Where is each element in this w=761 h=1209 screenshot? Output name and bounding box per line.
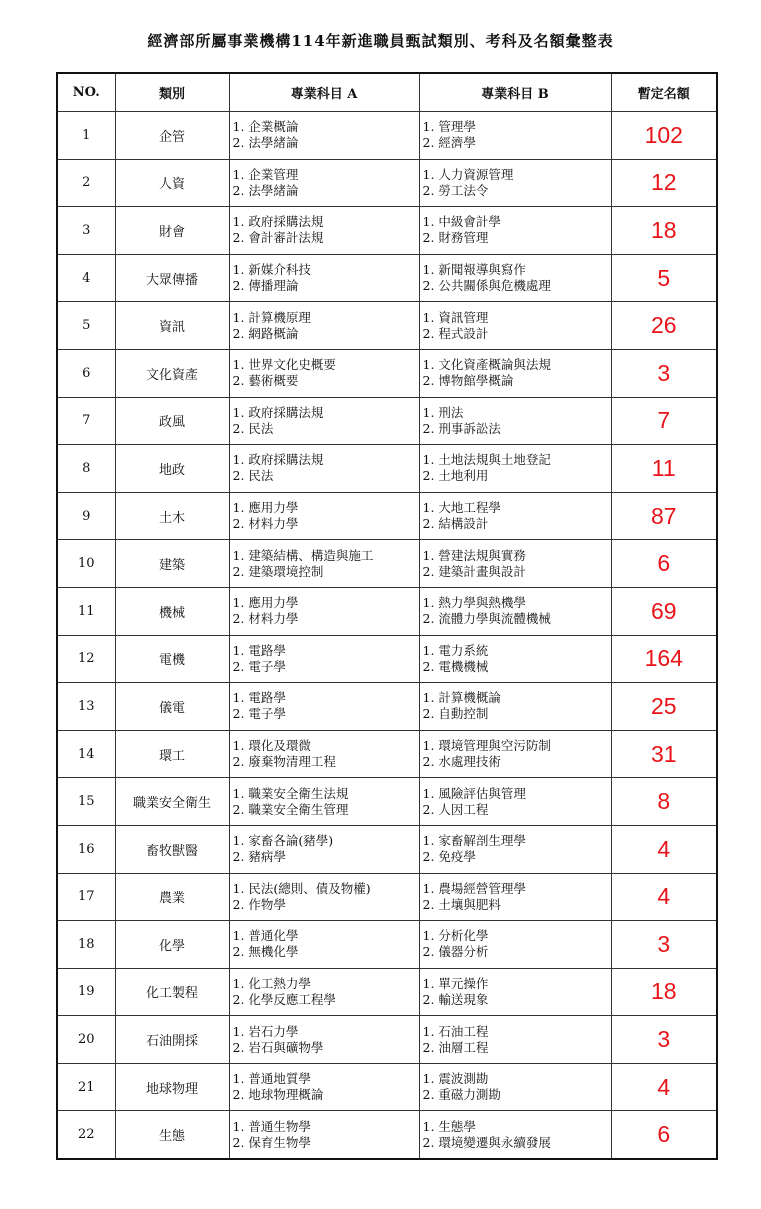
row-subject-b (419, 778, 611, 826)
subject-a-line-2: 2. 岩石與礦物學 (232, 1039, 324, 1055)
subject-a-line-2: 2. 民法 (232, 420, 274, 436)
table-row (57, 540, 717, 588)
subject-b-line-1: 1. 家畜解剖生理學 (422, 833, 526, 849)
subject-a-line-1: 1. 計算機原理 (232, 309, 311, 325)
row-subject-b (419, 587, 611, 635)
subject-b-line-2: 2. 流體力學與流體機械 (422, 611, 551, 627)
row-category: 化學 (115, 921, 229, 969)
row-quota: 4 (611, 825, 717, 873)
subject-a-line-1: 1. 普通化學 (232, 928, 299, 944)
table-row (57, 302, 717, 350)
row-category: 政風 (115, 397, 229, 445)
row-subject-b (419, 112, 611, 160)
row-subject-a (229, 1016, 419, 1064)
subject-a-line-2: 2. 法學緒論 (232, 135, 299, 151)
subject-a-line-1: 1. 新媒介科技 (232, 262, 311, 278)
subject-a-line-2: 2. 電子學 (232, 706, 286, 722)
row-quota: 3 (611, 1016, 717, 1064)
row-subject-b (419, 397, 611, 445)
row-subject-b (419, 730, 611, 778)
row-category: 人資 (115, 159, 229, 207)
subject-a-line-2: 2. 民法 (232, 468, 274, 484)
subject-b-line-1: 1. 農場經營管理學 (422, 880, 526, 896)
subject-a-line-2: 2. 化學反應工程學 (232, 991, 336, 1007)
table-row (57, 207, 717, 255)
subject-b-line-2: 2. 土地利用 (422, 468, 489, 484)
row-subject-b (419, 635, 611, 683)
row-category: 機械 (115, 587, 229, 635)
row-quota: 69 (611, 587, 717, 635)
row-number: 7 (57, 397, 115, 445)
subject-b-line-2: 2. 博物館學概論 (422, 373, 514, 389)
subject-a-line-2: 2. 材料力學 (232, 611, 299, 627)
row-number: 14 (57, 730, 115, 778)
row-number: 17 (57, 873, 115, 921)
subject-a-line-2: 2. 傳播理論 (232, 278, 299, 294)
row-category: 地球物理 (115, 1063, 229, 1111)
subject-b-line-2: 2. 電機機械 (422, 658, 489, 674)
row-quota: 4 (611, 873, 717, 921)
row-subject-a (229, 112, 419, 160)
subject-a-line-1: 1. 家畜各論(豬學) (232, 833, 334, 849)
row-subject-a (229, 540, 419, 588)
row-category: 財會 (115, 207, 229, 255)
row-number: 3 (57, 207, 115, 255)
subject-a-line-2: 2. 電子學 (232, 658, 286, 674)
subject-b-line-1: 1. 管理學 (422, 119, 476, 135)
subject-a-line-1: 1. 電路學 (232, 690, 286, 706)
subject-a-line-2: 2. 網路概論 (232, 325, 299, 341)
table-row (57, 825, 717, 873)
subject-b-line-2: 2. 油層工程 (422, 1039, 489, 1055)
table-row (57, 635, 717, 683)
header-subject-b: 專業科目 B (419, 73, 611, 112)
row-subject-a (229, 635, 419, 683)
subject-b-line-1: 1. 計算機概論 (422, 690, 501, 706)
row-category: 土木 (115, 492, 229, 540)
table-header-row (57, 73, 717, 112)
row-number: 12 (57, 635, 115, 683)
row-quota: 31 (611, 730, 717, 778)
subject-a-line-2: 2. 會計審計法規 (232, 230, 324, 246)
subject-a-line-2: 2. 法學緒論 (232, 182, 299, 198)
table-row (57, 587, 717, 635)
row-quota: 11 (611, 445, 717, 493)
row-subject-a (229, 1063, 419, 1111)
subject-a-line-1: 1. 企業概論 (232, 119, 299, 135)
table-body (57, 112, 717, 1159)
subject-a-line-2: 2. 作物學 (232, 896, 286, 912)
table-row (57, 112, 717, 160)
subject-b-line-2: 2. 公共關係與危機處理 (422, 278, 551, 294)
table-row (57, 1016, 717, 1064)
row-subject-a (229, 302, 419, 350)
row-subject-b (419, 825, 611, 873)
row-quota: 6 (611, 540, 717, 588)
row-category: 職業安全衛生 (115, 778, 229, 826)
subject-b-line-2: 2. 儀器分析 (422, 944, 489, 960)
subject-b-line-1: 1. 分析化學 (422, 928, 489, 944)
row-number: 22 (57, 1111, 115, 1159)
row-subject-a (229, 730, 419, 778)
table-row (57, 968, 717, 1016)
subject-a-line-1: 1. 民法(總則、債及物權) (232, 880, 371, 896)
row-number: 6 (57, 349, 115, 397)
table-row (57, 921, 717, 969)
row-subject-b (419, 1016, 611, 1064)
subject-b-line-2: 2. 勞工法令 (422, 182, 489, 198)
subject-a-line-2: 2. 地球物理概論 (232, 1087, 324, 1103)
subject-b-line-1: 1. 熱力學與熱機學 (422, 595, 526, 611)
subject-a-line-1: 1. 政府採購法規 (232, 404, 324, 420)
row-number: 4 (57, 254, 115, 302)
row-subject-a (229, 921, 419, 969)
subject-b-line-1: 1. 土地法規與土地登記 (422, 452, 551, 468)
row-subject-b (419, 492, 611, 540)
subject-b-line-1: 1. 生態學 (422, 1118, 476, 1134)
table-row (57, 254, 717, 302)
subject-b-line-1: 1. 單元操作 (422, 975, 489, 991)
subject-b-line-2: 2. 水處理技術 (422, 754, 501, 770)
table-row (57, 683, 717, 731)
row-category: 企管 (115, 112, 229, 160)
subject-b-line-1: 1. 環境管理與空污防制 (422, 738, 551, 754)
row-subject-b (419, 1063, 611, 1111)
subject-b-line-1: 1. 電力系統 (422, 642, 489, 658)
subject-b-line-2: 2. 建築計畫與設計 (422, 563, 526, 579)
subject-b-line-2: 2. 免疫學 (422, 849, 476, 865)
row-subject-a (229, 778, 419, 826)
row-subject-a (229, 397, 419, 445)
row-quota: 164 (611, 635, 717, 683)
subject-b-line-2: 2. 自動控制 (422, 706, 489, 722)
row-subject-b (419, 254, 611, 302)
row-quota: 102 (611, 112, 717, 160)
subject-a-line-2: 2. 無機化學 (232, 944, 299, 960)
row-subject-b (419, 207, 611, 255)
row-category: 化工製程 (115, 968, 229, 1016)
row-quota: 18 (611, 968, 717, 1016)
row-number: 10 (57, 540, 115, 588)
row-subject-b (419, 968, 611, 1016)
subject-b-line-2: 2. 輸送現象 (422, 991, 489, 1007)
table-row (57, 873, 717, 921)
subject-a-line-1: 1. 世界文化史概要 (232, 357, 336, 373)
row-subject-b (419, 1111, 611, 1159)
row-category: 農業 (115, 873, 229, 921)
subject-a-line-1: 1. 環化及環微 (232, 738, 311, 754)
row-quota: 7 (611, 397, 717, 445)
subject-a-line-1: 1. 政府採購法規 (232, 214, 324, 230)
row-category: 石油開採 (115, 1016, 229, 1064)
subject-a-line-2: 2. 職業安全衛生管理 (232, 801, 349, 817)
row-number: 20 (57, 1016, 115, 1064)
row-category: 電機 (115, 635, 229, 683)
subject-b-line-2: 2. 人因工程 (422, 801, 489, 817)
subject-b-line-2: 2. 結構設計 (422, 516, 489, 532)
subject-a-line-1: 1. 電路學 (232, 642, 286, 658)
row-subject-a (229, 159, 419, 207)
row-number: 16 (57, 825, 115, 873)
row-category: 資訊 (115, 302, 229, 350)
row-subject-b (419, 683, 611, 731)
row-quota: 18 (611, 207, 717, 255)
table-row (57, 730, 717, 778)
table-row (57, 778, 717, 826)
row-number: 13 (57, 683, 115, 731)
row-number: 11 (57, 587, 115, 635)
row-subject-a (229, 968, 419, 1016)
subject-b-line-1: 1. 石油工程 (422, 1023, 489, 1039)
header-category: 類別 (115, 73, 229, 112)
subject-a-line-2: 2. 建築環境控制 (232, 563, 324, 579)
row-category: 大眾傳播 (115, 254, 229, 302)
row-number: 1 (57, 112, 115, 160)
row-number: 2 (57, 159, 115, 207)
subject-a-line-1: 1. 企業管理 (232, 166, 299, 182)
row-number: 9 (57, 492, 115, 540)
subject-b-line-1: 1. 文化資產概論與法規 (422, 357, 551, 373)
exam-table (56, 72, 718, 1160)
table-row (57, 397, 717, 445)
subject-b-line-2: 2. 環境變遷與永續發展 (422, 1134, 551, 1150)
row-number: 19 (57, 968, 115, 1016)
subject-b-line-1: 1. 刑法 (422, 404, 464, 420)
row-subject-a (229, 349, 419, 397)
row-number: 5 (57, 302, 115, 350)
subject-a-line-1: 1. 化工熱力學 (232, 975, 311, 991)
subject-a-line-1: 1. 職業安全衛生法規 (232, 785, 349, 801)
subject-b-line-1: 1. 人力資源管理 (422, 166, 514, 182)
row-quota: 6 (611, 1111, 717, 1159)
subject-a-line-2: 2. 藝術概要 (232, 373, 299, 389)
row-quota: 25 (611, 683, 717, 731)
subject-b-line-1: 1. 震波測勘 (422, 1071, 489, 1087)
row-quota: 3 (611, 349, 717, 397)
row-subject-b (419, 921, 611, 969)
row-category: 儀電 (115, 683, 229, 731)
subject-a-line-1: 1. 普通生物學 (232, 1118, 311, 1134)
subject-a-line-1: 1. 應用力學 (232, 595, 299, 611)
table-row (57, 159, 717, 207)
subject-b-line-2: 2. 重磁力測勘 (422, 1087, 501, 1103)
row-subject-a (229, 207, 419, 255)
subject-b-line-2: 2. 刑事訴訟法 (422, 420, 501, 436)
row-subject-b (419, 159, 611, 207)
subject-b-line-1: 1. 營建法規與實務 (422, 547, 526, 563)
row-subject-a (229, 683, 419, 731)
row-number: 8 (57, 445, 115, 493)
row-number: 21 (57, 1063, 115, 1111)
subject-a-line-1: 1. 建築結構、構造與施工 (232, 547, 374, 563)
table-row (57, 1111, 717, 1159)
header-no: NO. (57, 73, 115, 112)
row-quota: 3 (611, 921, 717, 969)
row-quota: 8 (611, 778, 717, 826)
row-subject-b (419, 445, 611, 493)
subject-a-line-1: 1. 政府採購法規 (232, 452, 324, 468)
row-quota: 26 (611, 302, 717, 350)
header-subject-a: 專業科目 A (229, 73, 419, 112)
row-quota: 87 (611, 492, 717, 540)
subject-a-line-2: 2. 廢棄物清理工程 (232, 754, 336, 770)
subject-a-line-2: 2. 保育生物學 (232, 1134, 311, 1150)
subject-b-line-2: 2. 經濟學 (422, 135, 476, 151)
row-category: 建築 (115, 540, 229, 588)
row-subject-b (419, 349, 611, 397)
row-subject-a (229, 492, 419, 540)
row-number: 18 (57, 921, 115, 969)
table-row (57, 492, 717, 540)
subject-b-line-2: 2. 程式設計 (422, 325, 489, 341)
row-subject-a (229, 445, 419, 493)
subject-b-line-1: 1. 風險評估與管理 (422, 785, 526, 801)
subject-a-line-1: 1. 應用力學 (232, 500, 299, 516)
subject-a-line-1: 1. 岩石力學 (232, 1023, 299, 1039)
table-row (57, 1063, 717, 1111)
subject-b-line-1: 1. 中級會計學 (422, 214, 501, 230)
subject-b-line-2: 2. 財務管理 (422, 230, 489, 246)
subject-b-line-1: 1. 新聞報導與寫作 (422, 262, 526, 278)
row-quota: 5 (611, 254, 717, 302)
row-quota: 4 (611, 1063, 717, 1111)
row-subject-a (229, 254, 419, 302)
row-subject-b (419, 302, 611, 350)
row-subject-b (419, 873, 611, 921)
subject-b-line-1: 1. 資訊管理 (422, 309, 489, 325)
row-category: 畜牧獸醫 (115, 825, 229, 873)
table-row (57, 349, 717, 397)
row-subject-a (229, 873, 419, 921)
row-subject-a (229, 1111, 419, 1159)
row-category: 地政 (115, 445, 229, 493)
subject-a-line-2: 2. 材料力學 (232, 516, 299, 532)
row-quota: 12 (611, 159, 717, 207)
row-subject-b (419, 540, 611, 588)
subject-b-line-2: 2. 土壤與肥料 (422, 896, 501, 912)
row-number: 15 (57, 778, 115, 826)
row-category: 環工 (115, 730, 229, 778)
subject-a-line-2: 2. 豬病學 (232, 849, 286, 865)
header-quota: 暫定名額 (611, 73, 717, 112)
table-row (57, 445, 717, 493)
row-category: 生態 (115, 1111, 229, 1159)
row-subject-a (229, 825, 419, 873)
row-subject-a (229, 587, 419, 635)
document-title: 經濟部所屬事業機構114年新進職員甄試類別、考科及名額彙整表 (147, 32, 614, 50)
subject-a-line-1: 1. 普通地質學 (232, 1071, 311, 1087)
row-category: 文化資產 (115, 349, 229, 397)
subject-b-line-1: 1. 大地工程學 (422, 500, 501, 516)
